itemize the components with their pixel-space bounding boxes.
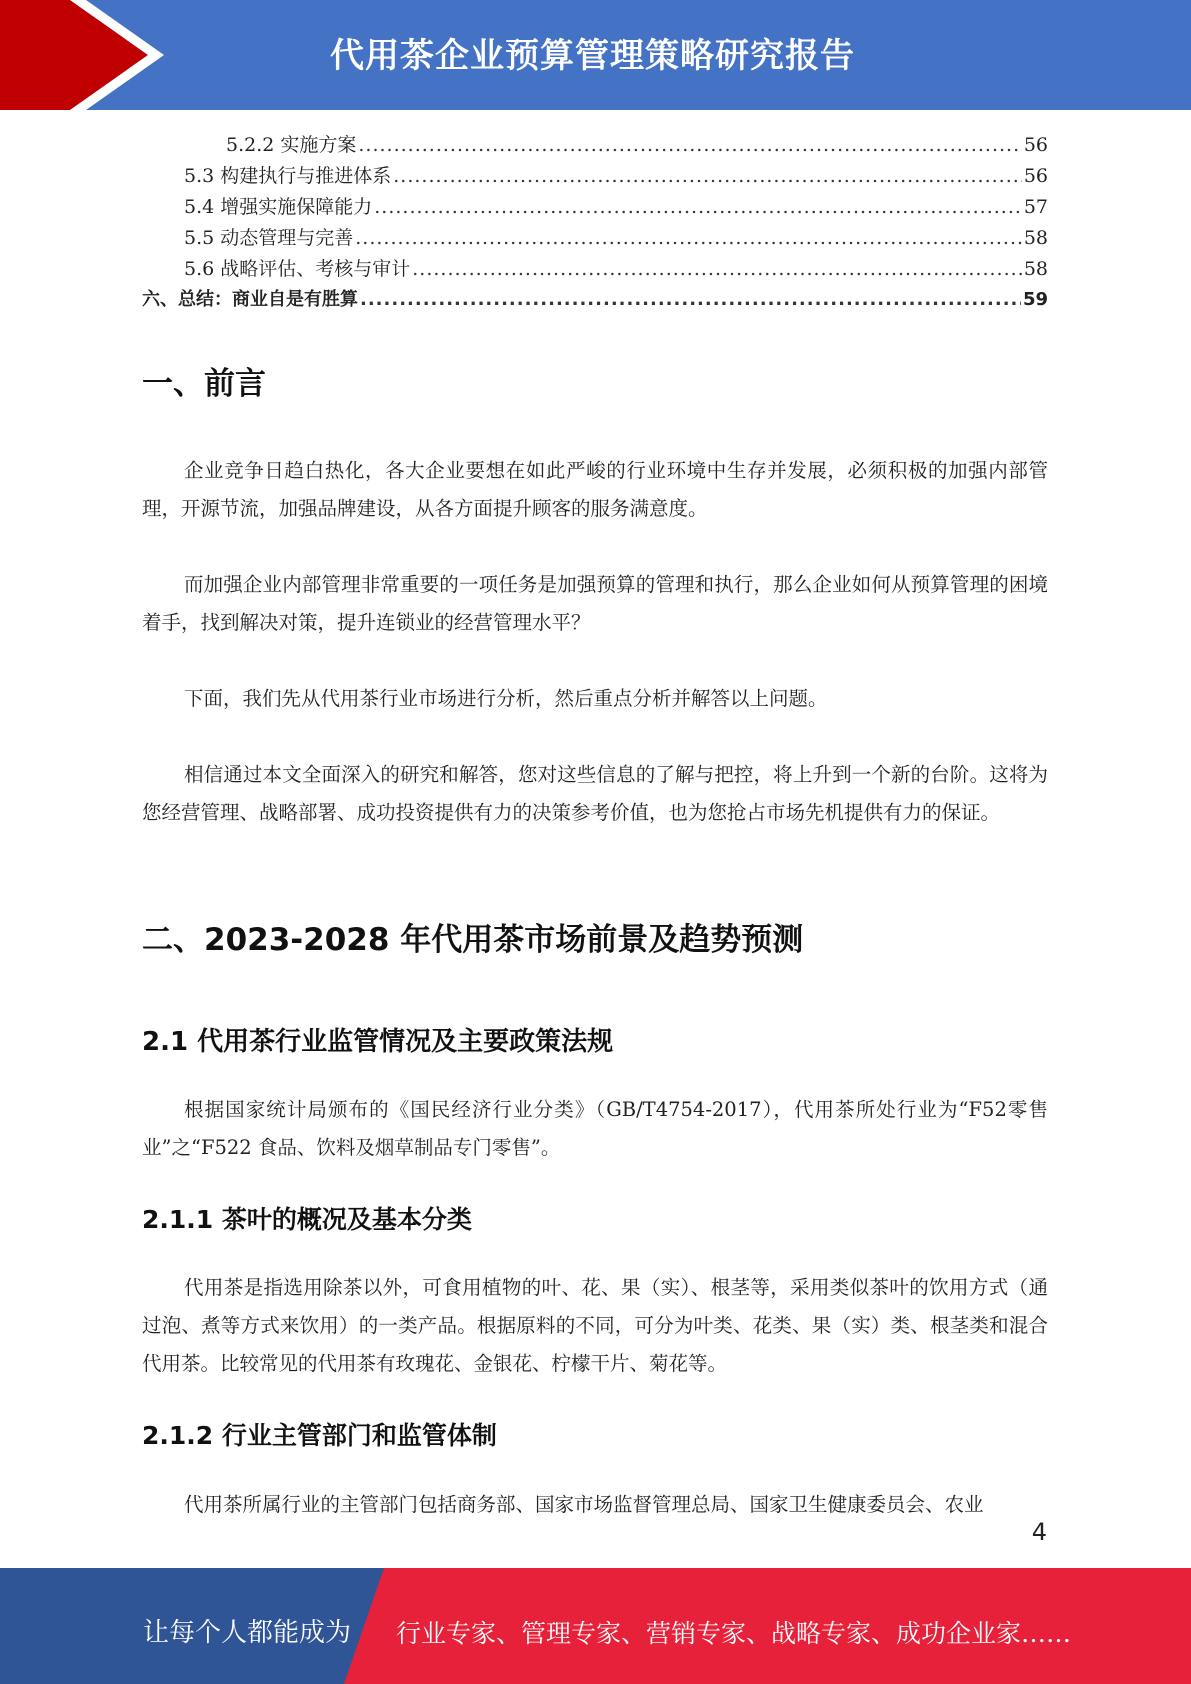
body-paragraph: 企业竞争日趋白热化，各大企业要想在如此严峻的行业环境中生存并发展，必须积极的加强内部管理，开源节流，加强品牌建设，从各方面提升顾客的服务满意度。 bbox=[142, 459, 1048, 520]
toc-leader-dots bbox=[358, 134, 1021, 156]
toc-entry-label: 5.3 构建执行与推进体系 bbox=[184, 165, 392, 187]
subsection-heading: 2.1.1 茶叶的概况及基本分类 bbox=[142, 1205, 472, 1234]
toc-entry-label: 5.4 增强实施保障能力 bbox=[184, 196, 373, 218]
footer-slogan-left: 让每个人都能成为 bbox=[143, 1618, 352, 1648]
subsection-heading: 2.1 代用茶行业监管情况及主要政策法规 bbox=[142, 1027, 614, 1057]
toc-entry[interactable] bbox=[142, 223, 1048, 254]
toc-entry-page: 58 bbox=[1023, 227, 1048, 249]
toc-entry-label: 5.2.2 实施方案 bbox=[226, 134, 357, 156]
toc-entry-page: 56 bbox=[1023, 134, 1048, 156]
page-footer bbox=[0, 1568, 1191, 1684]
toc-leader-dots bbox=[360, 289, 1021, 310]
toc-leader-dots bbox=[374, 196, 1022, 218]
toc-entry[interactable] bbox=[142, 130, 1048, 161]
section-heading-forecast: 二、2023-2028 年代用茶市场前景及趋势预测 bbox=[142, 922, 804, 958]
toc-entry-label: 5.5 动态管理与完善 bbox=[184, 227, 354, 249]
toc-entry-page: 59 bbox=[1022, 289, 1048, 310]
page-header bbox=[0, 0, 1191, 110]
body-paragraph: 下面，我们先从代用茶行业市场进行分析，然后重点分析并解答以上问题。 bbox=[184, 687, 828, 710]
toc-entry[interactable] bbox=[142, 285, 1048, 316]
toc-entry-page: 57 bbox=[1023, 196, 1048, 218]
section-heading-preface: 一、前言 bbox=[142, 366, 266, 402]
toc-entry[interactable] bbox=[142, 161, 1048, 192]
toc-entry-label: 六、总结：商业自是有胜算 bbox=[142, 289, 358, 310]
toc-entry[interactable] bbox=[142, 254, 1048, 285]
table-of-contents bbox=[142, 130, 1048, 316]
toc-entry-page: 56 bbox=[1023, 165, 1048, 187]
body-paragraph: 而加强企业内部管理非常重要的一项任务是加强预算的管理和执行，那么企业如何从预算管理的困境着手，找到解决对策，提升连锁业的经营管理水平？ bbox=[142, 573, 1048, 634]
report-title: 代用茶企业预算管理策略研究报告 bbox=[330, 36, 855, 76]
body-paragraph: 代用茶是指选用除茶以外，可食用植物的叶、花、果（实）、根茎等，采用类似茶叶的饮用方式（通过泡、煮等方式来饮用）的一类产品。根据原料的不同，可分为叶类、花类、果（实）类、根茎类和混合代用茶。比较常见的代用茶有玫瑰花、金银花、柠檬干片、菊花等。 bbox=[142, 1276, 1048, 1375]
page-number: 4 bbox=[1031, 1518, 1047, 1546]
body-paragraph: 根据国家统计局颁布的《国民经济行业分类》（GB/T4754-2017），代用茶所处行业为“F52零售业”之“F522 食品、饮料及烟草制品专门零售”。 bbox=[142, 1098, 1048, 1159]
body-paragraph: 代用茶所属行业的主管部门包括商务部、国家市场监督管理总局、国家卫生健康委员会、农业 bbox=[184, 1493, 984, 1516]
footer-slogan-right: 行业专家、管理专家、营销专家、战略专家、成功企业家…… bbox=[396, 1619, 1072, 1648]
toc-entry-label: 5.6 战略评估、考核与审计 bbox=[184, 258, 411, 280]
toc-leader-dots bbox=[355, 227, 1022, 249]
toc-leader-dots bbox=[412, 258, 1022, 280]
toc-entry-page: 58 bbox=[1023, 258, 1048, 280]
toc-leader-dots bbox=[393, 165, 1022, 187]
body-paragraph: 相信通过本文全面深入的研究和解答，您对这些信息的了解与把控，将上升到一个新的台阶。这将为您经营管理、战略部署、成功投资提供有力的决策参考价值，也为您抢占市场先机提供有力的保证。 bbox=[142, 763, 1048, 824]
subsection-heading: 2.1.2 行业主管部门和监管体制 bbox=[142, 1421, 497, 1450]
toc-entry[interactable] bbox=[142, 192, 1048, 223]
